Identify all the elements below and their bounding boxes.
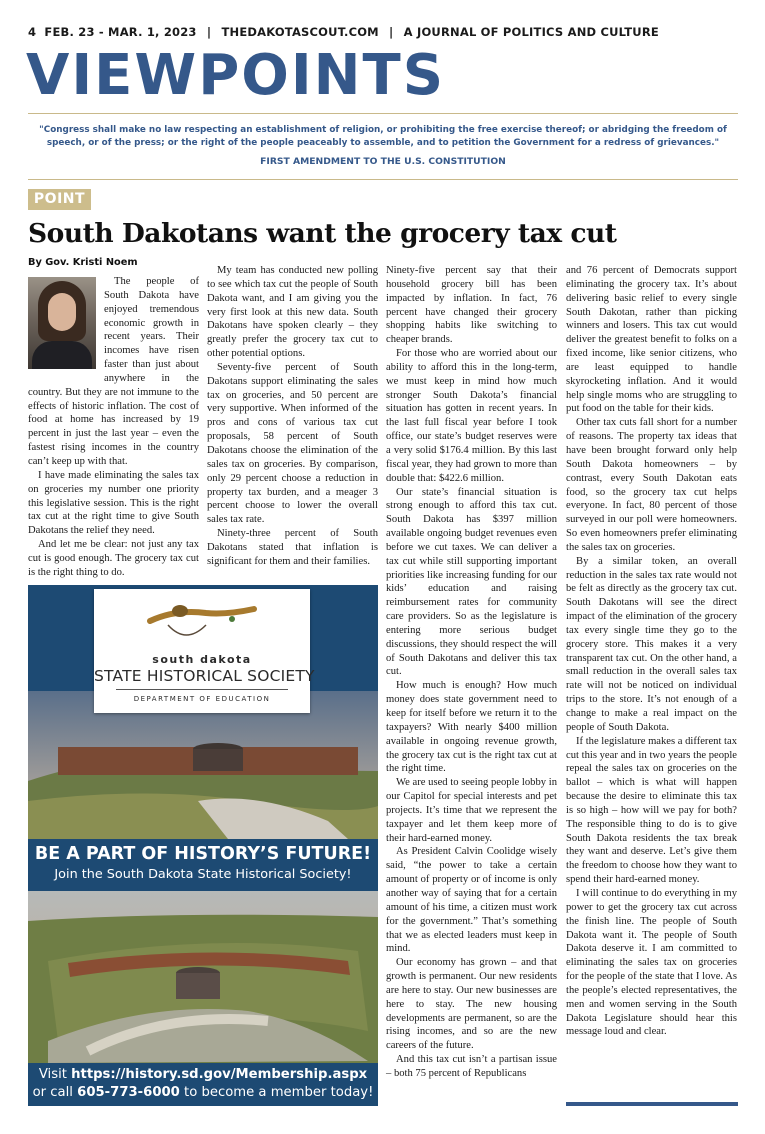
issue-date: FEB. 23 - MAR. 1, 2023 xyxy=(44,25,197,39)
ad-cta-subtitle: Join the South Dakota State Historical Society! xyxy=(54,867,352,882)
paragraph: If the legislature makes a different tax cut this year and in two years the people repeal the sales tax on groceries on the ballot – which is what will happen because the desire to eliminate this tax is so high – how will we pay for both? The responsible thing to do is to give South Dakota residents the tax break they want and deserve. Let’s give them the freedom to choose how they want to spend their hard-earned money. xyxy=(566,735,737,886)
article-column-4 xyxy=(566,264,737,1039)
section-title: VIEWPOINTS xyxy=(26,43,446,108)
paragraph: I will continue to do everything in my power to get the grocery tax cut across the finish line. The people of South Dakota want it. The people of South Dakota deserve it. I am committed to eliminating the sales tax on groceries for the people of the state that I love. As the people’s elected representatives, the men and women serving in the South Dakota Legislature should hear this message loud and clear. xyxy=(566,887,737,1038)
ad-membership-link[interactable]: https://history.sd.gov/Membership.aspx xyxy=(71,1067,368,1082)
paragraph: How much is enough? How much money does state government need to keep for itself before we return it to the taxpayers? With nearly $400 million available in ongoing revenue growth, the grocery tax cut is the right tax cut at the right time. xyxy=(386,680,557,775)
ad-call-prefix: or call xyxy=(32,1085,78,1100)
ad-logo-line2: STATE HISTORICAL SOCIETY xyxy=(94,667,315,685)
point-tag: POINT xyxy=(28,189,91,210)
masthead-line xyxy=(28,25,738,39)
ad-logo-rule xyxy=(116,689,288,690)
article-headline: South Dakotans want the grocery tax cut xyxy=(28,218,617,249)
constitution-quote: "Congress shall make no law respecting an establishment of religion, or prohibiting the free exercise thereof; or abridging the freedom of speech, or of the press; or the right of the people peaceably to assemble, and to petition the Government for a redress of grievances." xyxy=(39,125,727,148)
ad-cta-headline: BE A PART OF HISTORY’S FUTURE! xyxy=(34,844,372,864)
paragraph: Other tax cuts fall short for a number of reasons. The property tax ideas that have been brought forward only help South Dakota homeowners – by contrast, every South Dakotan eats food, so the grocery tax cut helps everyone. In fact, 80 percent of those surveyed in our poll were homeowners. So even homeowners prefer eliminating the sales tax on groceries. xyxy=(566,417,737,553)
divider xyxy=(28,179,738,180)
article-column-1 xyxy=(28,275,199,580)
separator: | xyxy=(389,25,394,39)
paragraph: Our state’s financial situation is strong enough to afford this tax cut. South Dakota has $397 million available ongoing budget revenues even before we cut taxes. We can deliver a tax cut while still supporting important priorities like increasing funding for our kids’ education and raising reimbursement rates for community care providers. So as the legislature is entering more serious budget discussions, they should respect the will of South Dakotans and deliver this tax cut. xyxy=(386,486,557,678)
museum-aerial-photo xyxy=(28,891,378,1063)
paragraph: I have made eliminating the sales tax on groceries my number one priority this legislative session. This is the right tax cut at the right time to give South Dakotans the relief they need. xyxy=(28,469,199,537)
pipe-artifact-icon xyxy=(146,595,258,649)
page-number: 4 xyxy=(28,25,37,39)
paragraph: Our economy has grown – and that growth is permanent. Our new residents are here to stay. Our new businesses are here to stay. The new housing developments are permanent, so are the rising incomes, and so are the new careers of the future. xyxy=(386,957,557,1052)
byline: By Gov. Kristi Noem xyxy=(28,257,138,268)
separator: | xyxy=(206,25,212,39)
ad-phone-number[interactable]: 605-773-6000 xyxy=(77,1085,180,1100)
end-bar xyxy=(566,1102,738,1106)
divider xyxy=(28,113,738,114)
ad-call-suffix: to become a member today! xyxy=(179,1085,374,1100)
paragraph: Ninety-three percent of South Dakotans stated that inflation is significant for them and their families. xyxy=(207,528,378,567)
paragraph: and 76 percent of Democrats support eliminating the grocery tax. It’s about delivering basic relief to every single South Dakotan, rather than picking winners and losers. This tax cut would deliver the greatest benefit to folks on a fixed income, like senior citizens, who are least equipped to handle skyrocketing inflation. And it would help single moms who are struggling to put food on the table for their kids. xyxy=(566,265,737,415)
paragraph: The people of South Dakota have enjoyed tremendous economic growth in recent years. Their incomes have risen faster than just about anywhere in the country. But they are not immune to the effects of historic inflation. The cost of food at home has increased by 19 percent in just the last year – even the fastest rising incomes in the country can’t keep up with that. xyxy=(28,276,199,467)
ad-visit-line[interactable] xyxy=(28,1067,378,1082)
paragraph: And this tax cut isn’t a partisan issue – both 75 percent of Republicans xyxy=(386,1054,557,1079)
paragraph: As President Calvin Coolidge wisely said, “the power to take a certain amount of property or of income is only another way of saying that for a certain amount of his time, a citizen must work for the government.” That’s something that we as elected leaders must keep in mind. xyxy=(386,846,557,955)
paragraph: By a similar token, an overall reduction in the sales tax rate would not be felt as directly as the grocery tax cut. South Dakotans will see the direct impact of the elimination of the grocery tax every single time they go to the grocery store. This makes it a very transparent tax cut. On the other hand, a small reduction in the overall sales tax rate will not be noticed on individual trips to the store. It’s not enough of a change to make a real impact on the people of South Dakota. xyxy=(566,555,737,733)
quote-source: FIRST AMENDMENT TO THE U.S. CONSTITUTION xyxy=(260,156,506,167)
ad-logo xyxy=(94,589,315,713)
ad-logo-line1: south dakota xyxy=(152,653,252,666)
paragraph: For those who are worried about our ability to afford this in the long-term, we must keep in mind how much stronger South Dakota’s financial situation has gotten in recent years. In the last full fiscal year before I took office, our state’s budget reserves were a very solid $176.4 million. By this last fiscal year, they had grown to more than double that: $422.6 million. xyxy=(386,348,557,484)
museum-rendering-photo xyxy=(28,691,378,839)
paragraph: My team has conducted new polling to see which tax cut the people of South Dakota want, and I am giving you the very first look at this new data. South Dakotans have spoken clearly – they greatly prefer the grocery tax cut to other potential options. xyxy=(207,265,378,360)
site-link[interactable]: THEDAKOTASCOUT.COM xyxy=(221,25,379,39)
ad-visit-prefix: Visit xyxy=(38,1067,72,1082)
ad-logo-line3: DEPARTMENT OF EDUCATION xyxy=(133,695,271,703)
tagline: A JOURNAL OF POLITICS AND CULTURE xyxy=(403,25,659,39)
paragraph: And let me be clear: not just any tax cut is good enough. The grocery tax cut is the right thing to do. xyxy=(28,539,199,578)
author-photo xyxy=(28,277,96,369)
paragraph: Seventy-five percent of South Dakotans support eliminating the sales tax on groceries, and 50 percent are very supportive. When informed of the pros and cons of various tax cut proposals, 58 percent of South Dakotans choose the elimination of the sales tax on groceries. By comparison, only 29 percent choose a reduction in property tax burden, and a meager 3 percent choose to lower the overall sales tax rate. xyxy=(207,361,378,526)
ad-call-line xyxy=(28,1085,378,1100)
historical-society-ad[interactable] xyxy=(28,585,378,1106)
article-column-2 xyxy=(207,264,378,569)
paragraph: We are used to seeing people lobby in our Capitol for special interests and pet projects. It’s time that we represent the taxpayer and let them keep more of their hard-earned money. xyxy=(386,777,557,844)
article-column-3 xyxy=(386,264,557,1081)
paragraph: Ninety-five percent say that their household grocery bill has been impacted by inflation. In fact, 76 percent have changed their grocery shopping habits like switching to cheaper brands. xyxy=(386,265,557,346)
